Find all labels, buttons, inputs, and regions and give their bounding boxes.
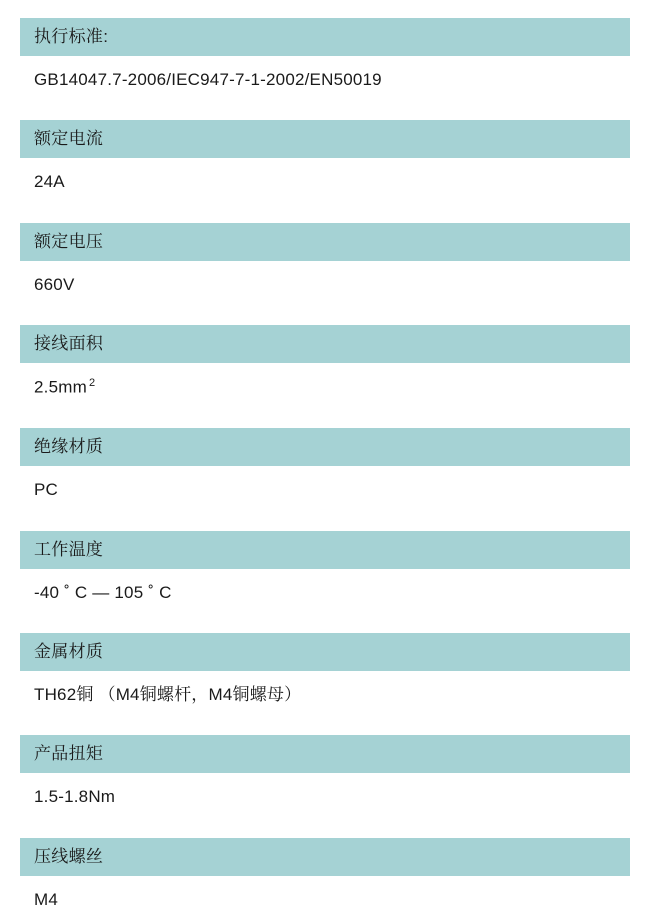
spec-label-torque: 产品扭矩	[20, 735, 630, 773]
spec-row	[20, 18, 630, 90]
spec-value-clamping-screw: M4	[34, 889, 59, 909]
spec-label-metal-material: 金属材质	[20, 633, 630, 671]
row-spacer	[20, 203, 630, 223]
spec-value-operating-temperature: -40 ˚ C — 105 ˚ C	[34, 582, 172, 602]
spec-row	[20, 428, 630, 500]
row-spacer	[20, 305, 630, 325]
spec-value-rated-voltage: 660V	[34, 274, 75, 294]
spec-label-insulation-material: 绝缘材质	[20, 428, 630, 466]
spec-row	[20, 325, 630, 398]
spec-label-wiring-area: 接线面积	[20, 325, 630, 363]
row-spacer	[20, 408, 630, 428]
spec-row	[20, 531, 630, 603]
spec-value-superscript: 2	[88, 377, 96, 390]
spec-row	[20, 223, 630, 295]
row-spacer	[20, 715, 630, 735]
spec-label-operating-temperature: 工作温度	[20, 531, 630, 569]
spec-value-metal-material: TH62铜 （M4铜螺杆，M4铜螺母）	[34, 685, 302, 704]
spec-value-torque: 1.5-1.8Nm	[34, 787, 116, 807]
spec-row	[20, 838, 630, 910]
spec-value-rated-current: 24A	[34, 172, 65, 192]
spec-value-text: 2.5mm	[34, 377, 87, 397]
row-spacer	[20, 818, 630, 838]
row-spacer	[20, 100, 630, 120]
spec-label-standard: 执行标准:	[20, 18, 630, 56]
spec-value-insulation-material: PC	[34, 480, 59, 500]
row-spacer	[20, 511, 630, 531]
spec-value-wiring-area	[20, 363, 630, 398]
spec-label-rated-voltage: 额定电压	[20, 223, 630, 261]
spec-label-clamping-screw: 压线螺丝	[20, 838, 630, 876]
spec-value-standard: GB14047.7-2006/IEC947-7-1-2002/EN50019	[34, 70, 382, 89]
spec-row	[20, 735, 630, 807]
row-spacer	[20, 613, 630, 633]
spec-row	[20, 633, 630, 705]
spec-row	[20, 120, 630, 192]
spec-label-rated-current: 额定电流	[20, 120, 630, 158]
